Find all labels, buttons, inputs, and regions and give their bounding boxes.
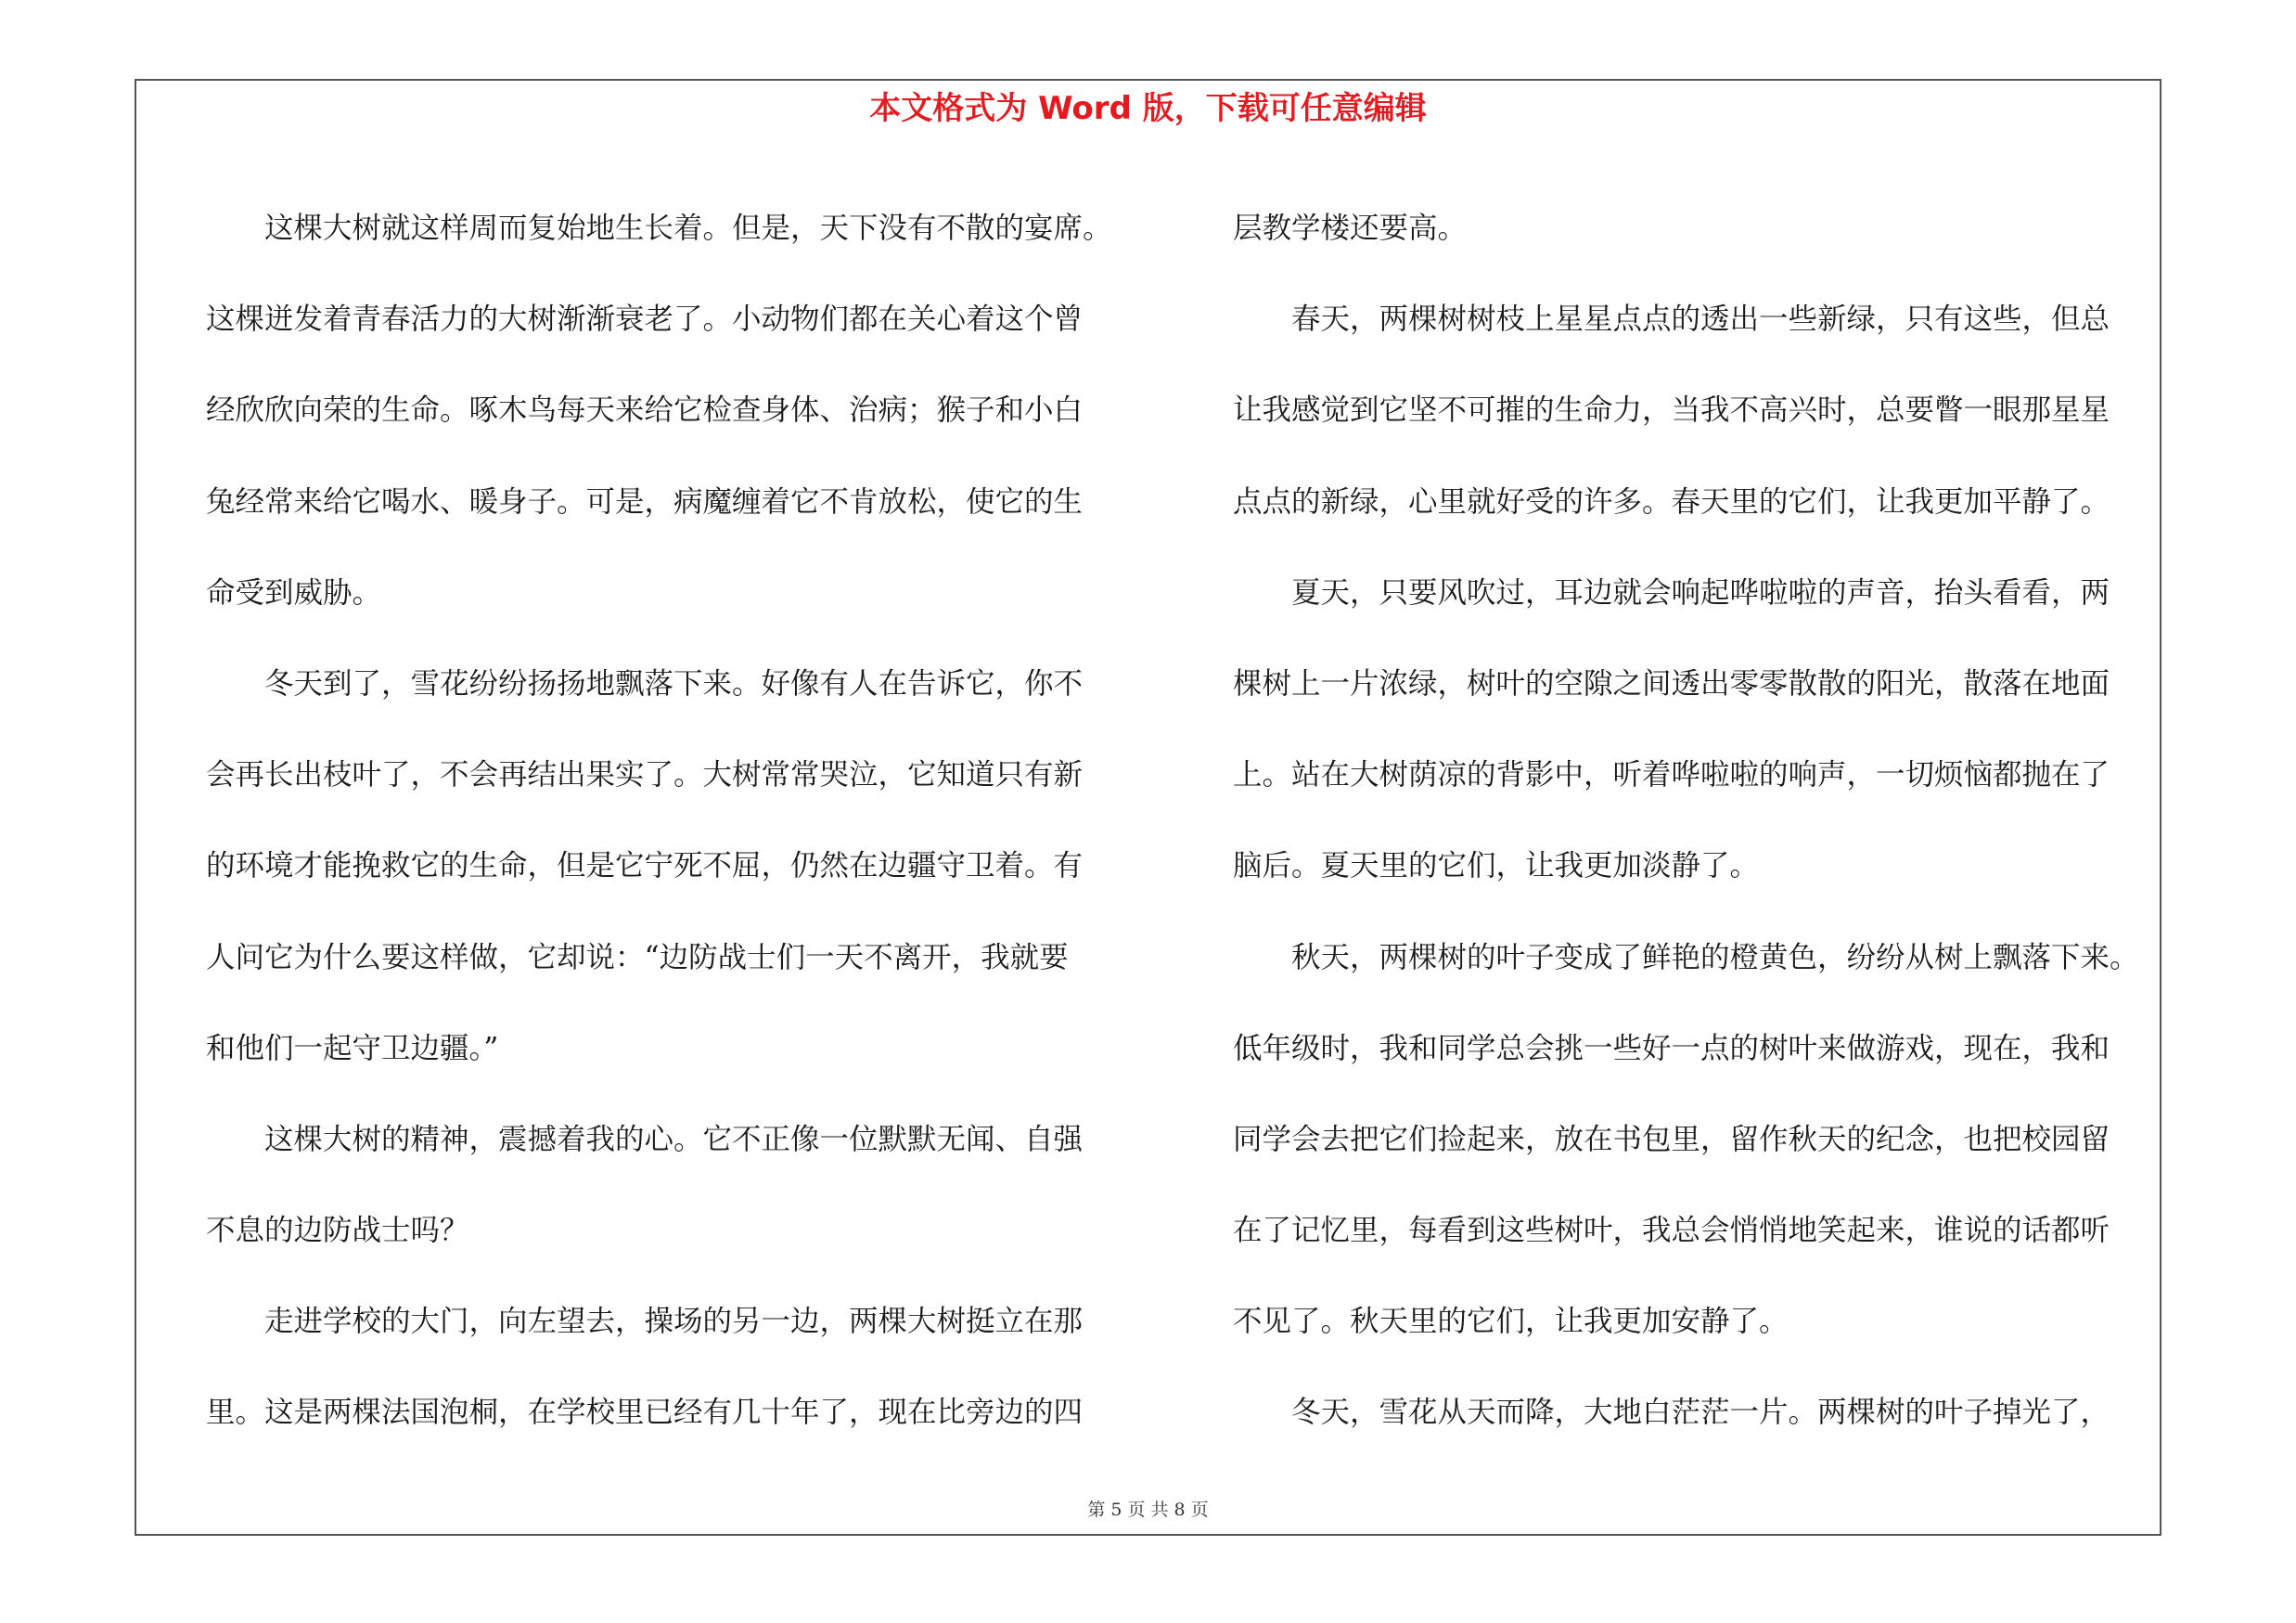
text-line: 兔经常来给它喝水、暖身子。可是，病魔缠着它不肯放松，使它的生 [206, 484, 1084, 519]
text-line: 经欣欣向荣的生命。啄木鸟每天来给它检查身体、治病；猴子和小白 [206, 393, 1084, 428]
text-line: 春天，两棵树树枝上星星点点的透出一些新绿，只有这些，但总 [1233, 303, 2110, 337]
text-line: 层教学楼还要高。 [1233, 212, 1468, 245]
text-line: 秋天，两棵树的叶子变成了鲜艳的橙黄色，纷纷从树上飘落下来。 [1233, 940, 2139, 974]
text-line: 冬天，雪花从天而降，大地白茫茫一片。两棵树的叶子掉光了， [1233, 1396, 2110, 1430]
text-line: 走进学校的大门，向左望去，操场的另一边，两棵大树挺立在那 [206, 1305, 1084, 1339]
text-line: 这棵大树的精神，震撼着我的心。它不正像一位默默无闻、自强 [206, 1122, 1084, 1156]
text-line: 棵树上一片浓绿，树叶的空隙之间透出零零散散的阳光，散落在地面 [1233, 666, 2110, 701]
text-line: 冬天到了，雪花纷纷扬扬地飘落下来。好像有人在告诉它，你不 [206, 666, 1084, 701]
left-column [206, 183, 1134, 1459]
right-column [1233, 183, 2161, 1459]
text-line: 在了记忆里，每看到这些树叶，我总会悄悄地笑起来，谁说的话都听 [1233, 1214, 2110, 1248]
text-line: 和他们一起守卫边疆。” [206, 1031, 499, 1065]
text-line: 夏天，只要风吹过，耳边就会响起哗啦啦的声音，抬头看看，两 [1233, 575, 2110, 610]
text-line: 让我感觉到它坚不可摧的生命力，当我不高兴时，总要瞥一眼那星星 [1233, 393, 2110, 428]
text-line: 不见了。秋天里的它们，让我更加安静了。 [1233, 1305, 1789, 1339]
text-line: 上。站在大树荫凉的背影中，听着哗啦啦的响声，一切烦恼都抛在了 [1233, 758, 2110, 792]
text-line: 这棵大树就这样周而复始地生长着。但是，天下没有不散的宴席。 [206, 212, 1112, 245]
banner-notice: 本文格式为 Word 版，下载可任意编辑 [869, 90, 1427, 127]
text-line: 点点的新绿，心里就好受的许多。春天里的它们，让我更加平静了。 [1233, 484, 2110, 519]
text-line: 这棵迸发着青春活力的大树渐渐衰老了。小动物们都在关心着这个曾 [206, 303, 1084, 337]
text-line: 不息的边防战士吗？ [206, 1214, 469, 1248]
text-line: 的环境才能挽救它的生命，但是它宁死不屈，仍然在边疆守卫着。有 [206, 849, 1084, 883]
text-line: 里。这是两棵法国泡桐，在学校里已经有几十年了，现在比旁边的四 [206, 1396, 1084, 1430]
text-line: 会再长出枝叶了，不会再结出果实了。大树常常哭泣，它知道只有新 [206, 758, 1084, 792]
page-number-footer: 第 5 页 共 8 页 [1087, 1500, 1209, 1520]
text-line: 命受到威胁。 [206, 575, 382, 610]
text-line: 脑后。夏天里的它们，让我更加淡静了。 [1233, 849, 1760, 883]
text-line: 低年级时，我和同学总会挑一些好一点的树叶来做游戏，现在，我和 [1233, 1031, 2110, 1065]
text-line: 同学会去把它们捡起来，放在书包里，留作秋天的纪念，也把校园留 [1233, 1122, 2110, 1156]
text-line: 人问它为什么要这样做，它却说：“边防战士们一天不离开，我就要 [206, 940, 1069, 974]
